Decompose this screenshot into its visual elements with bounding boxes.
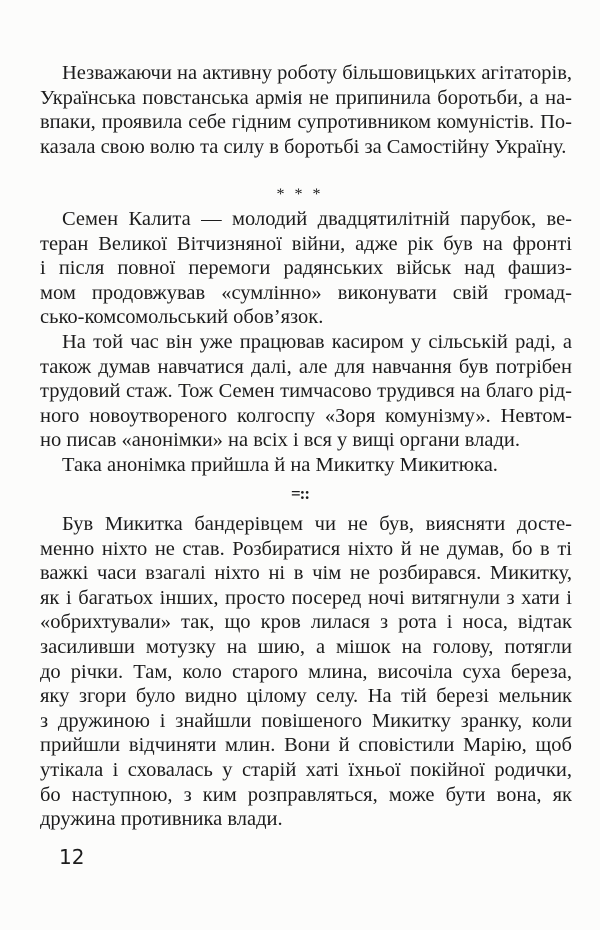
- text-line: Така анонімка прийшла й на Микитку Микитюка.: [62, 453, 498, 476]
- text-line: дружина противника влади.: [40, 808, 283, 831]
- text-line: важкі часи взагалі ніхто ні в чім не розбирався. Микитку,: [40, 562, 572, 585]
- scene-separator-ornament: =::: [290, 484, 309, 503]
- text-line: казала свою волю та силу в боротьбі за Самостійну Україну.: [40, 135, 567, 158]
- paragraph-mykytka: [40, 512, 572, 832]
- paragraph-intro: [40, 61, 572, 159]
- paragraph-semen: [40, 207, 572, 478]
- text-line: і після повної перемоги радянських військ над фашиз-: [40, 257, 572, 280]
- text-line: Українська повстанська армія не припинила боротьби, а на-: [40, 86, 572, 109]
- text-line: Незважаючи на активну роботу більшовицьких агітаторів,: [62, 62, 572, 84]
- text-line: також думав навчатися далі, але для навчання був потрібен: [40, 355, 572, 378]
- text-line: Був Микитка бандерівцем чи не був, виясняти досте-: [62, 513, 572, 535]
- section-break: * * *: [276, 186, 324, 203]
- text-line: яку згори було видно цілому селу. На тій березі мельник: [40, 685, 572, 708]
- text-line: теран Великої Вітчизняної війни, адже рік був на фронті: [40, 232, 572, 255]
- text-line: впаки, проявила себе гідним супротивником комуністів. По-: [40, 111, 572, 134]
- text-line: На той час він уже працював касиром у сільській раді, а: [62, 330, 572, 353]
- text-line: прийшли відчиняти млин. Вони й сповістили Марію, щоб: [40, 734, 572, 757]
- text-line: утікала і сховалась у старій хаті їхньої покійної родички,: [40, 758, 572, 781]
- text-line: мом продовжував «сумлінно» виконувати свій громад-: [40, 281, 572, 304]
- text-line: до річки. Там, коло старого млина, височіла суха береза,: [40, 660, 572, 683]
- page-number: 12: [59, 845, 85, 869]
- text-line: ного новоутвореного колгоспу «Зоря комунізму». Невтом-: [40, 404, 572, 427]
- text-line: сько-комсомольський обов’язок.: [40, 306, 324, 329]
- text-line: трудовий стаж. Тож Семен тимчасово трудився на благо рід-: [40, 380, 572, 403]
- text-line: но писав «анонімки» на всіх і вся у вищі органи влади.: [40, 429, 520, 452]
- text-line: засиливши мотузку на шию, а мішок на голову, потягли: [40, 635, 572, 658]
- text-line: з дружиною і знайшли повішеного Микитку зранку, коли: [40, 709, 572, 732]
- text-line: як і багатьох інших, просто посеред ночі витягнули з хати і: [40, 586, 572, 609]
- text-line: Семен Калита — молодий двадцятилітній парубок, ве-: [62, 208, 572, 230]
- text-line: бо наступною, з ким розправляться, може бути вона, як: [40, 783, 572, 806]
- text-line: «обрихтували» так, що кров лилася з рота і носа, відтак: [40, 611, 572, 634]
- text-line: менно ніхто не став. Розбиратися ніхто й не думав, бо в ті: [40, 537, 572, 560]
